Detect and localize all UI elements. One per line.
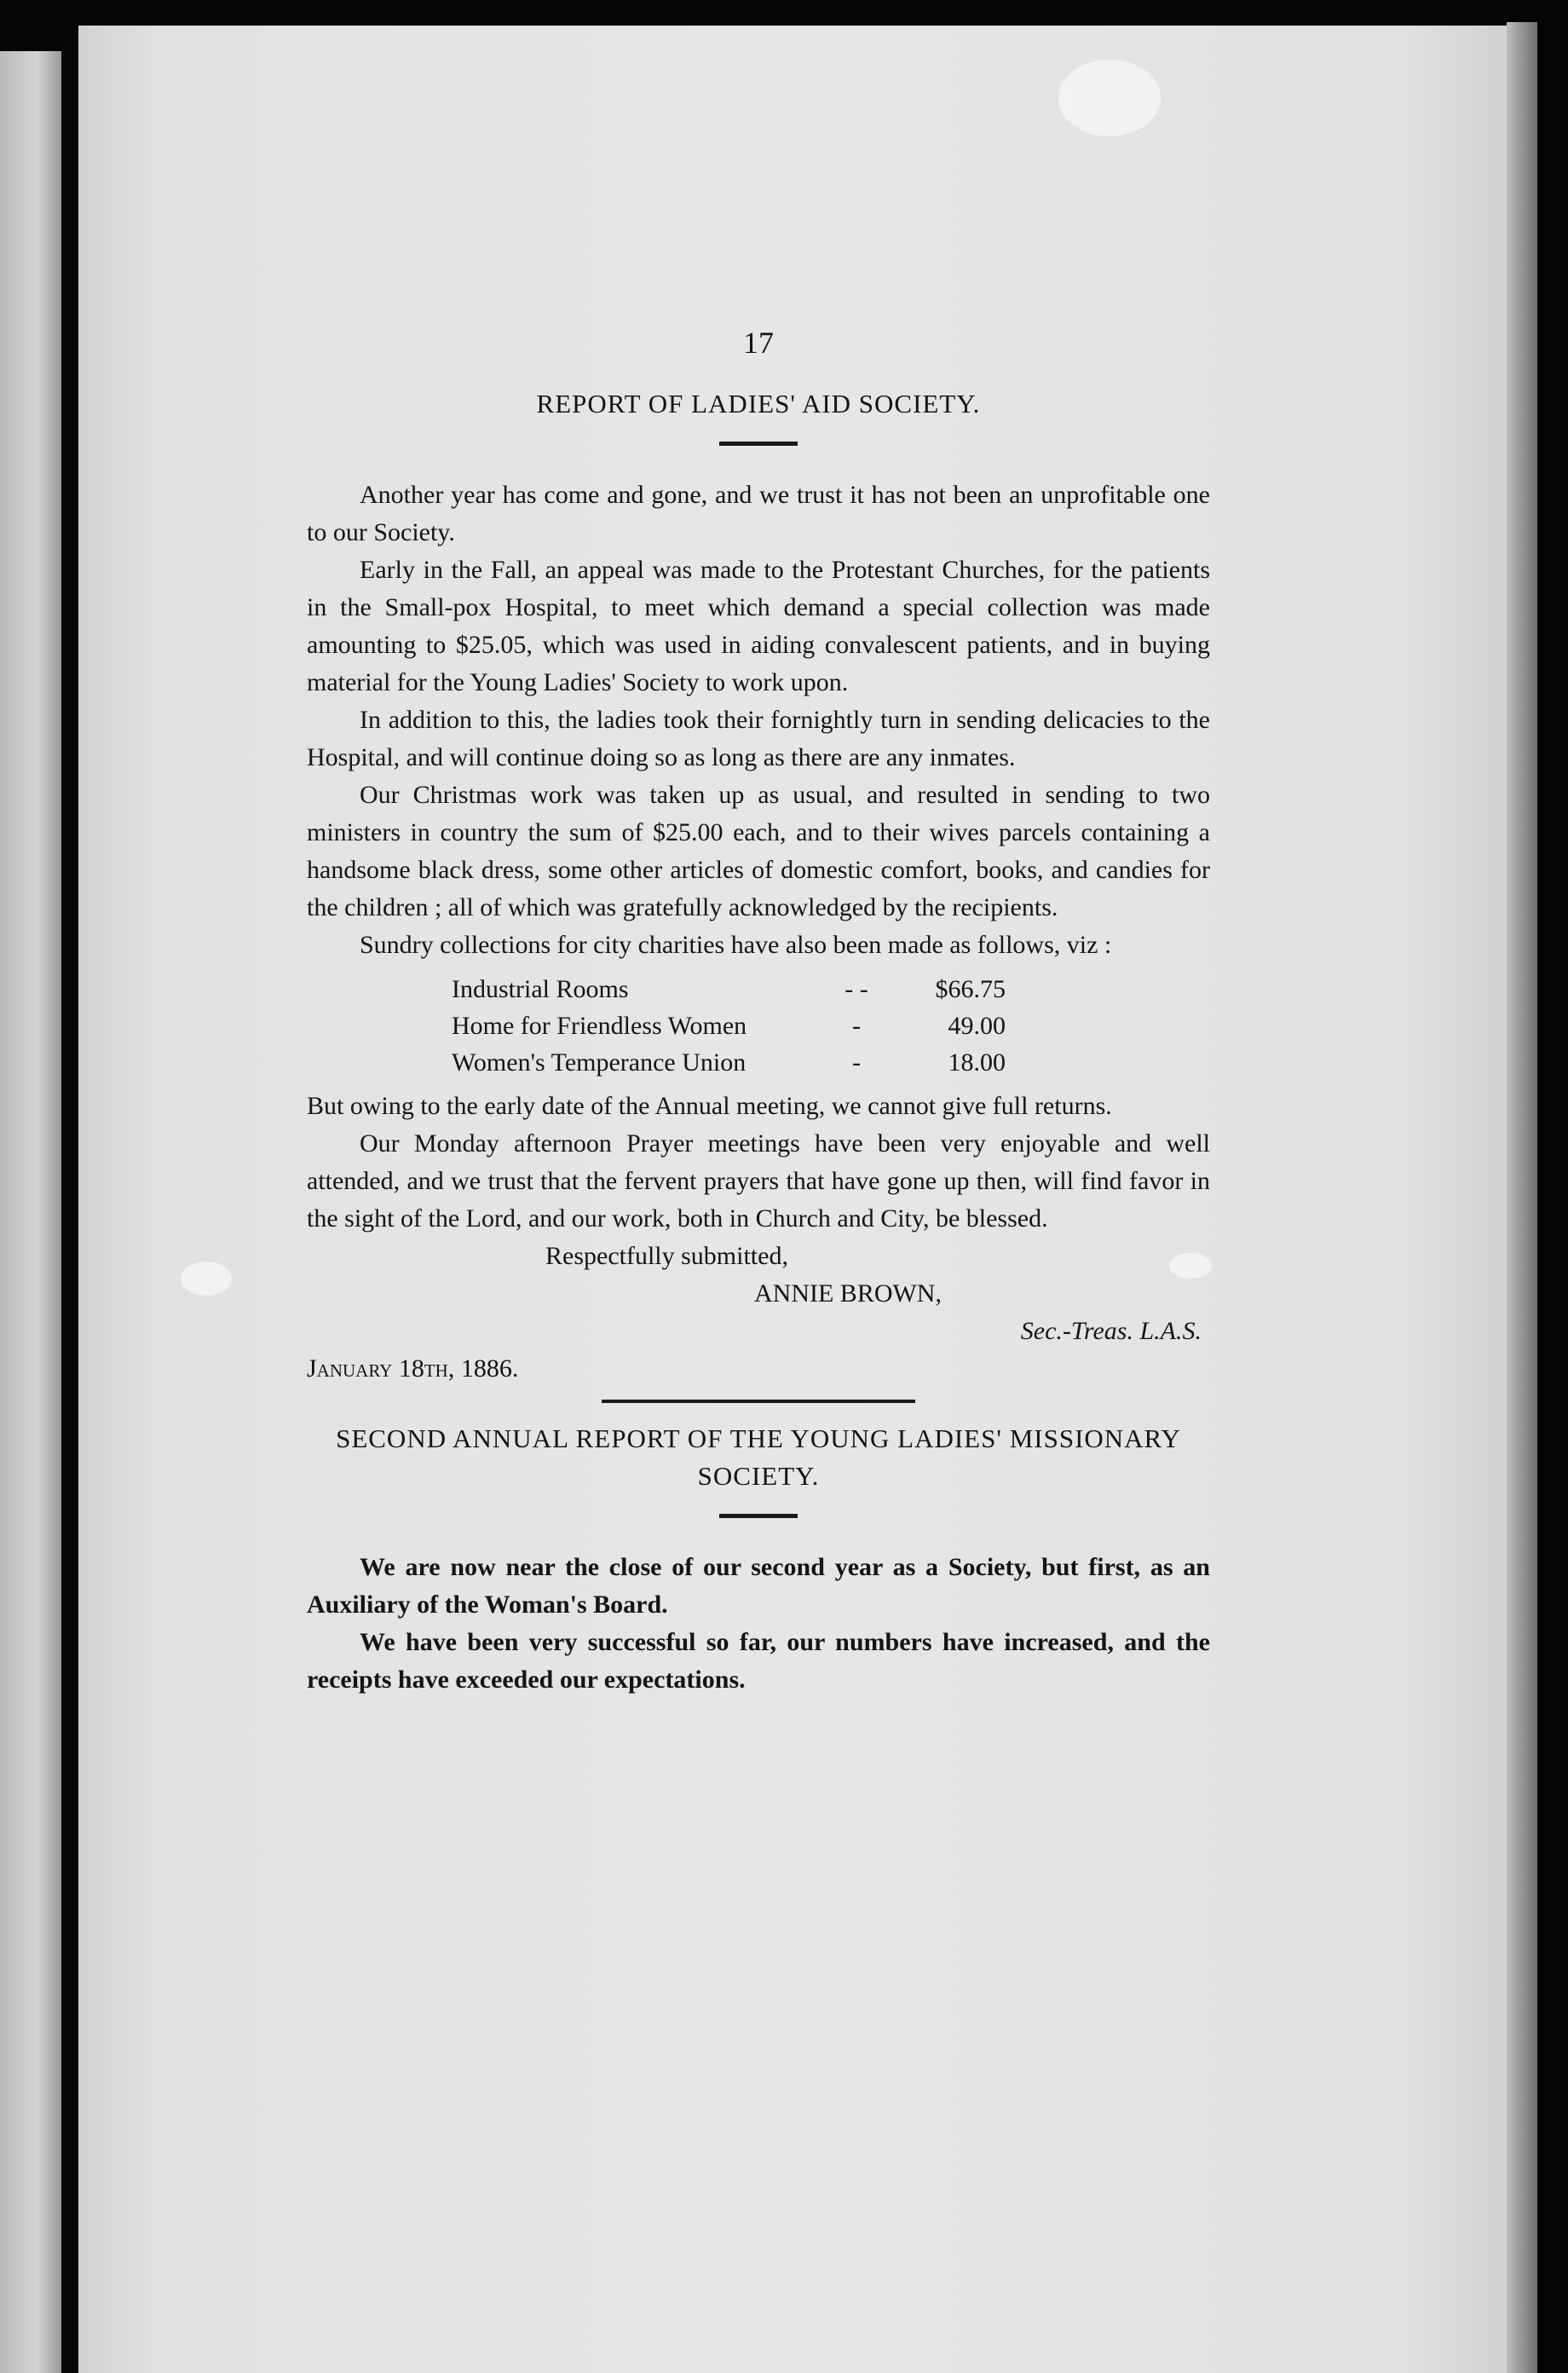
paragraph: Sundry collections for city charities have also been made as follows, viz :	[360, 931, 1112, 959]
paragraph: Another year has come and gone, and we trust it has not been an unprofitable one to our Society.	[307, 481, 1210, 546]
charity-amount: $66.75	[935, 975, 1006, 1003]
section-divider	[602, 1400, 915, 1403]
charity-amount: 18.00	[948, 1048, 1006, 1077]
paragraph: Our Christmas work was taken up as usual, and resulted in sending to two ministers in country the sum of $25.00 each, and to their wives parcels containing a handsome black dress, some other articles of domestic comfort, books, and candies for the children ; all of which was gratefully acknowledged by the recipients.	[307, 781, 1210, 921]
charity-row	[452, 971, 1082, 1008]
charity-row	[452, 1044, 1082, 1081]
report-heading: SECOND ANNUAL REPORT OF THE YOUNG LADIES' MISSIONARY SOCIETY.	[336, 1423, 1181, 1491]
page-right-edge	[1507, 22, 1537, 2373]
page-number: 17	[743, 326, 774, 360]
paragraph: In addition to this, the ladies took their fornightly turn in sending delicacies to the Hospital, and will continue doing so as long as there are any inmates.	[307, 706, 1210, 771]
leader-dash: -	[852, 1012, 861, 1040]
report-date: January 18th, 1886.	[307, 1354, 519, 1383]
heading-rule	[719, 1514, 798, 1518]
charity-row	[452, 1008, 1082, 1044]
leader-dash: -	[852, 1048, 861, 1077]
closing-line: Respectfully submitted,	[545, 1242, 788, 1270]
paper-smudge	[181, 1262, 232, 1296]
previous-page-edge	[0, 51, 61, 2373]
report-heading: REPORT OF LADIES' AID SOCIETY.	[536, 389, 981, 419]
leader-dash: - -	[845, 975, 868, 1003]
paragraph: Our Monday afternoon Prayer meetings have been very enjoyable and well attended, and we trust that the fervent prayers that have gone up then, will find favor in the sight of the Lord, and our work, both in Church and City, be blessed.	[307, 1129, 1210, 1233]
charity-name: Home for Friendless Women	[452, 1012, 747, 1040]
page-text	[307, 324, 1210, 1699]
charity-name: Industrial Rooms	[452, 975, 629, 1003]
paper-smudge	[1058, 60, 1161, 136]
heading-rule	[719, 442, 798, 446]
signer-name: ANNIE BROWN,	[754, 1279, 942, 1308]
charity-list	[452, 971, 1082, 1081]
charity-amount: 49.00	[948, 1012, 1006, 1040]
paragraph: But owing to the early date of the Annual meeting, we cannot give full returns.	[307, 1092, 1112, 1120]
book-gutter	[61, 43, 78, 2373]
charity-name: Women's Temperance Union	[452, 1048, 747, 1077]
paragraph: We have been very successful so far, our numbers have increased, and the receipts have exceeded our expectations.	[307, 1628, 1210, 1694]
signer-title: Sec.-Treas. L.A.S.	[1020, 1317, 1202, 1345]
paragraph: Early in the Fall, an appeal was made to the Protestant Churches, for the patients in the Small-pox Hospital, to meet which demand a special collection was made amounting to $25.05, which was used in aiding convalescent patients, and in buying material for the Young Ladies' Society to work upon.	[307, 556, 1210, 696]
paragraph: We are now near the close of our second year as a Society, but first, as an Auxiliary of the Woman's Board.	[307, 1553, 1210, 1619]
